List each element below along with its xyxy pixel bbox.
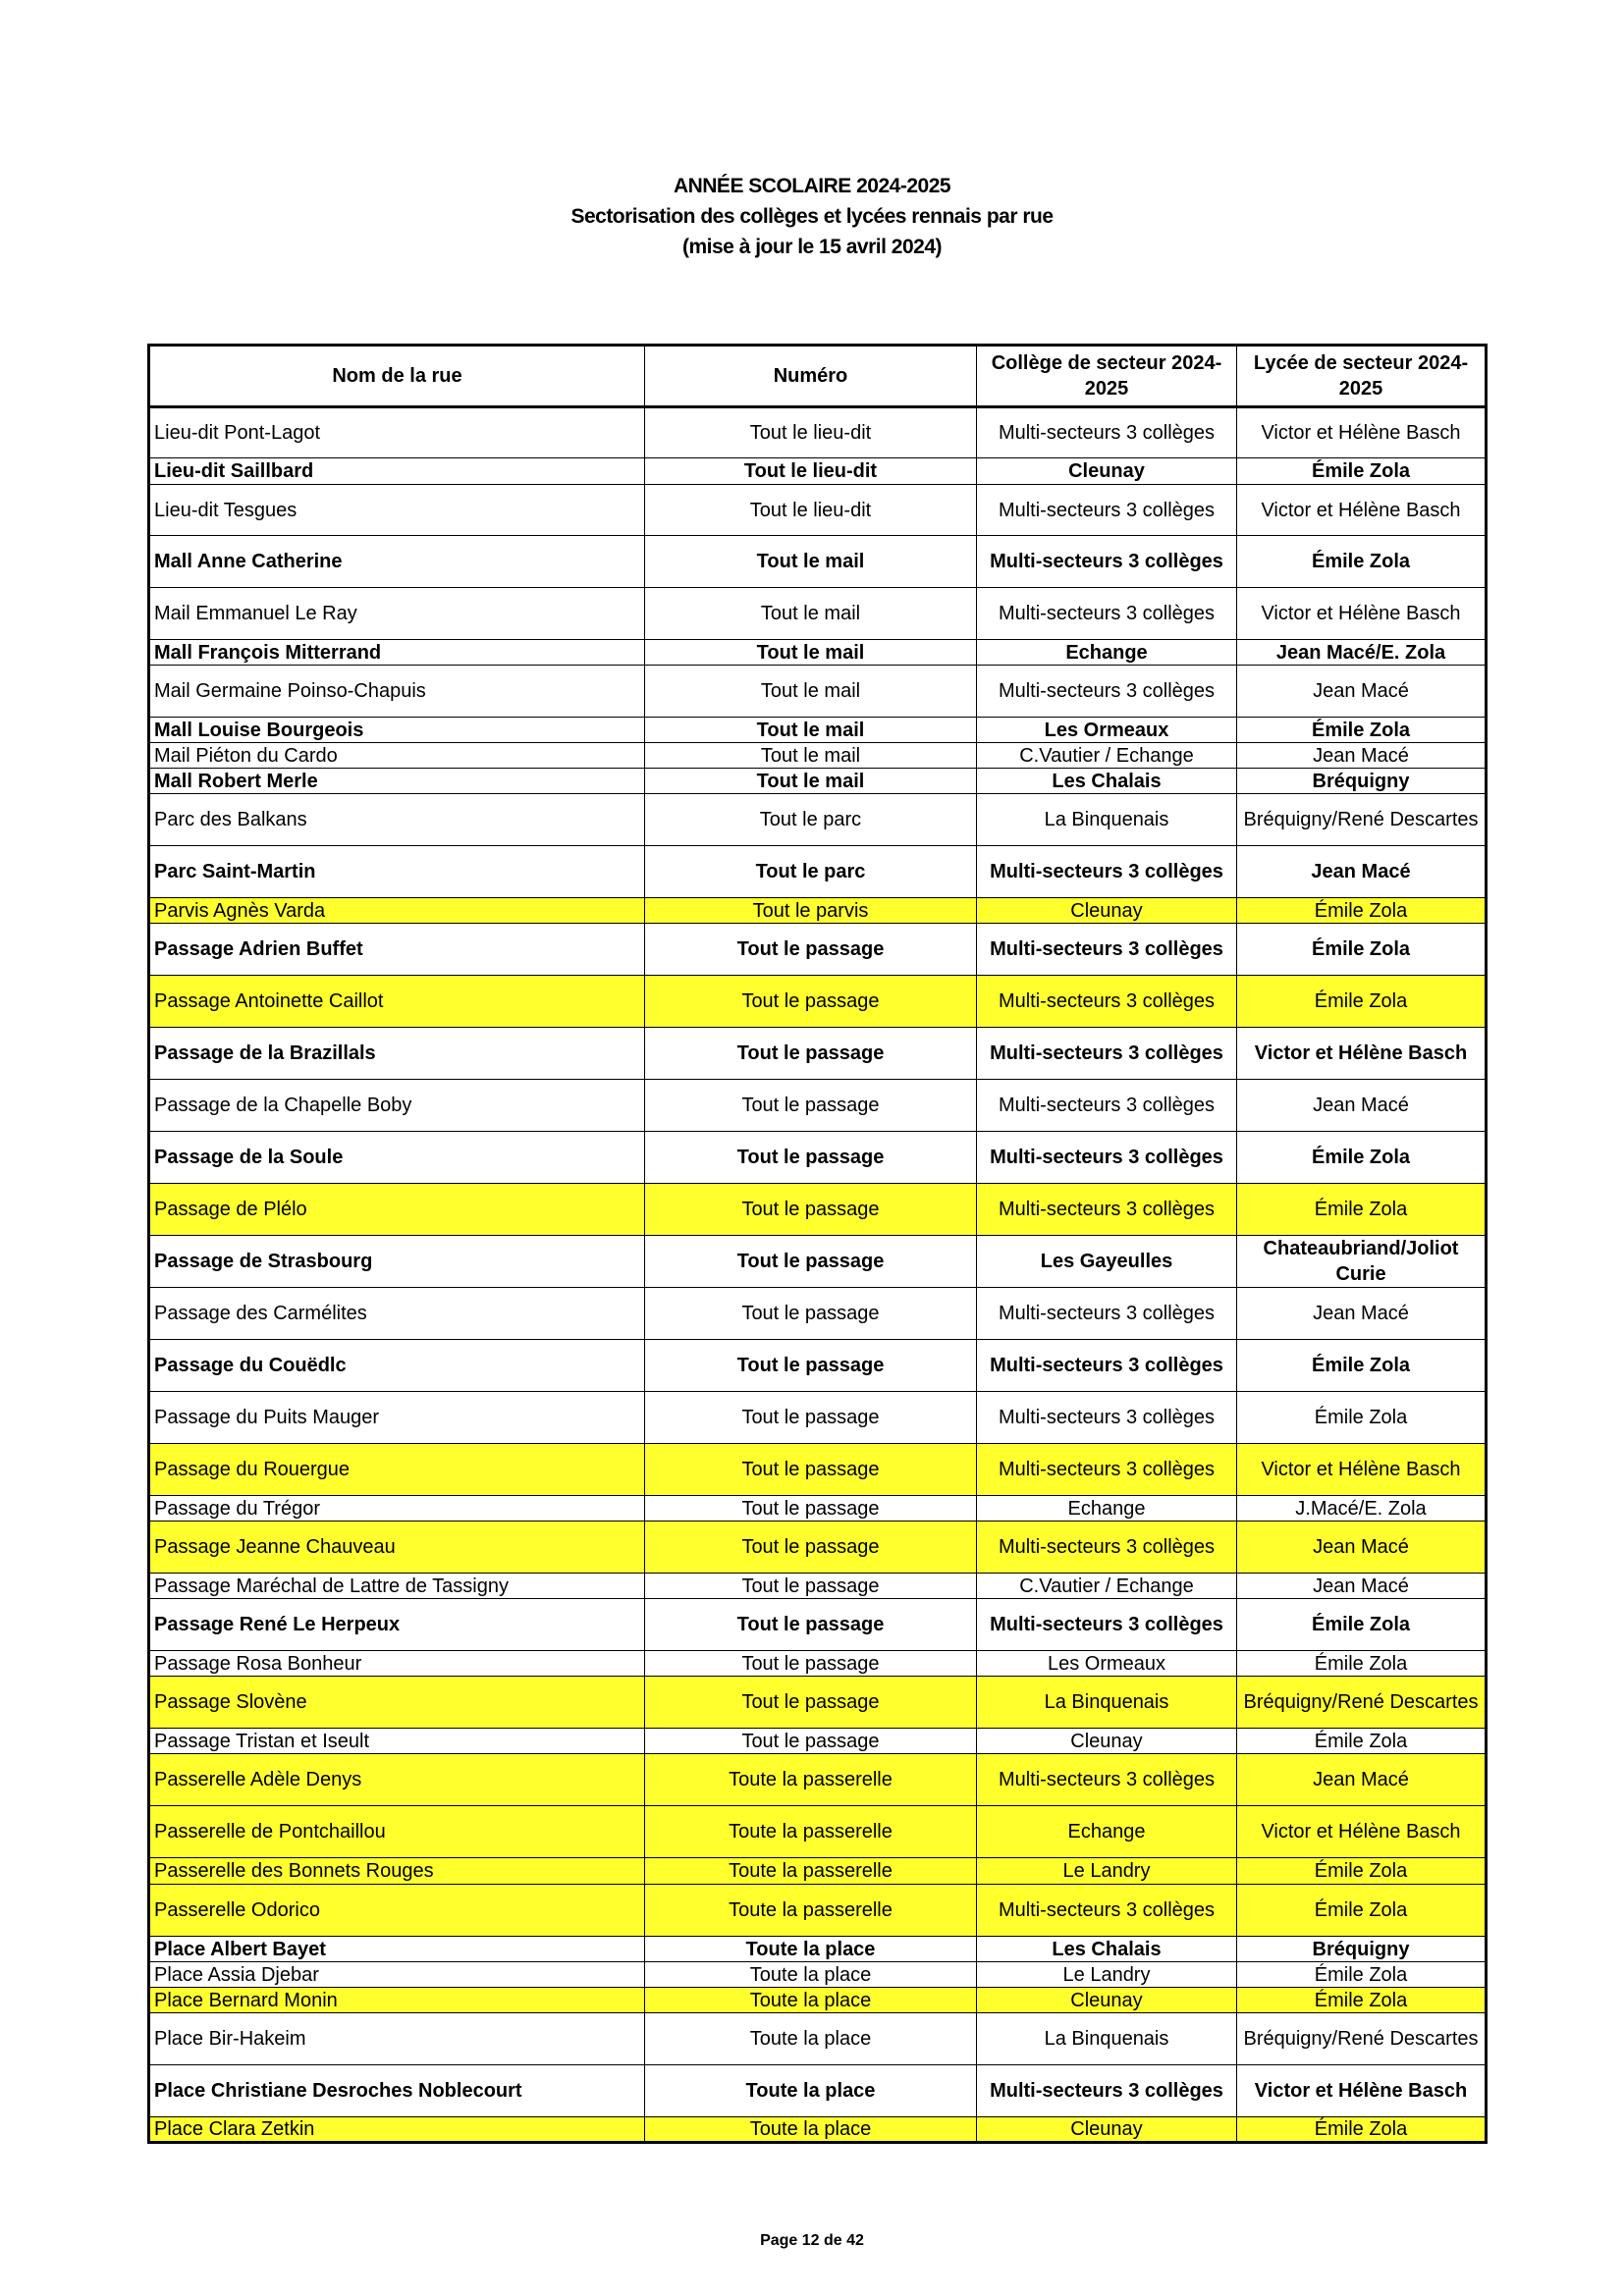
table-row xyxy=(149,1444,1487,1496)
cell-street-name: Mail Germaine Poinso-Chapuis xyxy=(149,666,645,718)
cell-lycee: Émile Zola xyxy=(1237,1599,1487,1651)
table-row xyxy=(149,1028,1487,1080)
table-row xyxy=(149,1651,1487,1677)
table-row xyxy=(149,718,1487,743)
cell-lycee: Émile Zola xyxy=(1237,1132,1487,1184)
cell-street-name: Passage du Puits Mauger xyxy=(149,1392,645,1444)
cell-number: Tout le lieu-dit xyxy=(645,407,977,458)
cell-street-name: Mall Anne Catherine xyxy=(149,536,645,588)
column-header-college: Collège de secteur 2024-2025 xyxy=(977,346,1237,407)
cell-street-name: Passage Jeanne Chauveau xyxy=(149,1522,645,1574)
table-row xyxy=(149,1184,1487,1236)
cell-street-name: Passage Adrien Buffet xyxy=(149,924,645,976)
cell-street-name: Passage Rosa Bonheur xyxy=(149,1651,645,1677)
cell-street-name: Place Clara Zetkin xyxy=(149,2117,645,2143)
table-row xyxy=(149,794,1487,846)
cell-street-name: Passage René Le Herpeux xyxy=(149,1599,645,1651)
cell-lycee: Victor et Hélène Basch xyxy=(1237,407,1487,458)
cell-lycee xyxy=(1237,794,1487,846)
cell-college: Multi-secteurs 3 collèges xyxy=(977,924,1237,976)
cell-street-name: Passage du Rouergue xyxy=(149,1444,645,1496)
cell-number: Tout le mail xyxy=(645,588,977,640)
cell-number: Tout le passage xyxy=(645,1288,977,1340)
cell-college: Le Landry xyxy=(977,1962,1237,1988)
cell-college: Multi-secteurs 3 collèges xyxy=(977,1522,1237,1574)
table-row xyxy=(149,898,1487,924)
cell-number: Tout le mail xyxy=(645,666,977,718)
cell-college: Multi-secteurs 3 collèges xyxy=(977,485,1237,536)
cell-number: Tout le passage xyxy=(645,976,977,1028)
cell-street-name: Passerelle des Bonnets Rouges xyxy=(149,1858,645,1885)
cell-street-name: Mail Emmanuel Le Ray xyxy=(149,588,645,640)
table-row xyxy=(149,846,1487,898)
cell-street-name: Place Bernard Monin xyxy=(149,1988,645,2013)
cell-street-name: Mall François Mitterrand xyxy=(149,640,645,666)
cell-college: Les Ormeaux xyxy=(977,1651,1237,1677)
cell-college: Echange xyxy=(977,640,1237,666)
cell-lycee: Émile Zola xyxy=(1237,536,1487,588)
cell-college: Multi-secteurs 3 collèges xyxy=(977,1340,1237,1392)
cell-lycee: Émile Zola xyxy=(1237,718,1487,743)
table-row xyxy=(149,1754,1487,1806)
cell-street-name: Mall Robert Merle xyxy=(149,769,645,794)
cell-number: Tout le passage xyxy=(645,1599,977,1651)
cell-college: Multi-secteurs 3 collèges xyxy=(977,2065,1237,2117)
cell-lycee: Émile Zola xyxy=(1237,1988,1487,2013)
cell-lycee: Jean Macé/E. Zola xyxy=(1237,640,1487,666)
cell-lycee: Émile Zola xyxy=(1237,976,1487,1028)
cell-lycee: Jean Macé xyxy=(1237,743,1487,769)
cell-number: Tout le passage xyxy=(645,1132,977,1184)
cell-number: Tout le passage xyxy=(645,1236,977,1288)
cell-number: Tout le mail xyxy=(645,536,977,588)
cell-lycee: Émile Zola xyxy=(1237,1858,1487,1885)
cell-college: Echange xyxy=(977,1806,1237,1858)
table-row xyxy=(149,1988,1487,2013)
cell-lycee: Bréquigny xyxy=(1237,1937,1487,1962)
table-row xyxy=(149,2117,1487,2143)
cell-number: Toute la passerelle xyxy=(645,1806,977,1858)
cell-college: Multi-secteurs 3 collèges xyxy=(977,536,1237,588)
cell-number: Tout le lieu-dit xyxy=(645,485,977,536)
table-row xyxy=(149,1496,1487,1522)
column-header-number: Numéro xyxy=(645,346,977,407)
cell-number: Tout le passage xyxy=(645,1496,977,1522)
cell-lycee: Émile Zola xyxy=(1237,1885,1487,1937)
cell-lycee: Jean Macé xyxy=(1237,1522,1487,1574)
cell-number: Tout le passage xyxy=(645,1392,977,1444)
cell-number: Toute la passerelle xyxy=(645,1858,977,1885)
cell-lycee: Victor et Hélène Basch xyxy=(1237,2065,1487,2117)
cell-lycee: Victor et Hélène Basch xyxy=(1237,1028,1487,1080)
cell-number: Tout le mail xyxy=(645,743,977,769)
cell-lycee: Victor et Hélène Basch xyxy=(1237,1444,1487,1496)
cell-number: Tout le lieu-dit xyxy=(645,458,977,485)
cell-number: Toute la place xyxy=(645,1988,977,2013)
table-row xyxy=(149,1937,1487,1962)
cell-lycee xyxy=(1237,1677,1487,1729)
cell-lycee: Émile Zola xyxy=(1237,1392,1487,1444)
cell-number: Tout le passage xyxy=(645,1340,977,1392)
cell-street-name: Place Assia Djebar xyxy=(149,1962,645,1988)
column-header-street: Nom de la rue xyxy=(149,346,645,407)
cell-college: Multi-secteurs 3 collèges xyxy=(977,1885,1237,1937)
cell-street-name: Parc Saint-Martin xyxy=(149,846,645,898)
cell-number: Tout le passage xyxy=(645,1444,977,1496)
cell-lycee-text: Bréquigny/René Descartes xyxy=(1243,1691,1479,1713)
cell-college: Multi-secteurs 3 collèges xyxy=(977,1754,1237,1806)
table-row xyxy=(149,1858,1487,1885)
cell-street-name: Passage Slovène xyxy=(149,1677,645,1729)
school-year-title: ANNÉE SCOLAIRE 2024-2025 xyxy=(673,175,951,197)
cell-college: Multi-secteurs 3 collèges xyxy=(977,666,1237,718)
cell-street-name: Passage du Couëdlc xyxy=(149,1340,645,1392)
update-date: (mise à jour le 15 avril 2024) xyxy=(682,236,942,258)
document-header xyxy=(0,171,1624,262)
table-row xyxy=(149,458,1487,485)
cell-lycee-text: Chateaubriand/Joliot Curie xyxy=(1263,1238,1459,1285)
cell-college: Multi-secteurs 3 collèges xyxy=(977,1080,1237,1132)
cell-street-name: Passage du Trégor xyxy=(149,1496,645,1522)
cell-number: Tout le passage xyxy=(645,1522,977,1574)
table-row xyxy=(149,769,1487,794)
cell-street-name: Passage de la Chapelle Boby xyxy=(149,1080,645,1132)
cell-lycee: Émile Zola xyxy=(1237,1184,1487,1236)
cell-college: Multi-secteurs 3 collèges xyxy=(977,1028,1237,1080)
table-row xyxy=(149,640,1487,666)
cell-lycee xyxy=(1237,1236,1487,1288)
cell-street-name: Passage de la Brazillals xyxy=(149,1028,645,1080)
table-row xyxy=(149,588,1487,640)
cell-number: Tout le mail xyxy=(645,718,977,743)
cell-street-name: Place Albert Bayet xyxy=(149,1937,645,1962)
cell-lycee: Jean Macé xyxy=(1237,1080,1487,1132)
cell-college: Cleunay xyxy=(977,1988,1237,2013)
cell-number: Tout le parc xyxy=(645,794,977,846)
cell-college: Multi-secteurs 3 collèges xyxy=(977,846,1237,898)
table-row xyxy=(149,1729,1487,1754)
table-row xyxy=(149,1392,1487,1444)
column-header-lycee: Lycée de secteur 2024-2025 xyxy=(1237,346,1487,407)
sectorisation-table xyxy=(147,344,1488,2144)
table-body xyxy=(149,407,1487,2143)
cell-number: Tout le passage xyxy=(645,1651,977,1677)
cell-street-name: Parvis Agnès Varda xyxy=(149,898,645,924)
cell-number: Tout le mail xyxy=(645,769,977,794)
table-row xyxy=(149,536,1487,588)
cell-lycee: Émile Zola xyxy=(1237,924,1487,976)
cell-college: Multi-secteurs 3 collèges xyxy=(977,1132,1237,1184)
document-subtitle: Sectorisation des collèges et lycées rennais par rue xyxy=(570,205,1054,228)
table-row xyxy=(149,1522,1487,1574)
cell-street-name: Lieu-dit Saillbard xyxy=(149,458,645,485)
cell-street-name: Place Bir-Hakeim xyxy=(149,2013,645,2065)
table-row xyxy=(149,976,1487,1028)
cell-college: La Binquenais xyxy=(977,2013,1237,2065)
cell-number: Toute la place xyxy=(645,1962,977,1988)
cell-college: C.Vautier / Echange xyxy=(977,1574,1237,1599)
page-number: Page 12 de 42 xyxy=(760,2232,864,2249)
cell-college: Cleunay xyxy=(977,898,1237,924)
cell-number: Tout le passage xyxy=(645,1080,977,1132)
cell-street-name: Passerelle Odorico xyxy=(149,1885,645,1937)
cell-street-name: Passage Tristan et Iseult xyxy=(149,1729,645,1754)
cell-college: Les Chalais xyxy=(977,1937,1237,1962)
table-row xyxy=(149,2065,1487,2117)
cell-number: Toute la place xyxy=(645,2013,977,2065)
cell-college: Multi-secteurs 3 collèges xyxy=(977,1184,1237,1236)
cell-lycee: Émile Zola xyxy=(1237,1651,1487,1677)
table-row xyxy=(149,1574,1487,1599)
cell-street-name: Parc des Balkans xyxy=(149,794,645,846)
cell-street-name: Passage Maréchal de Lattre de Tassigny xyxy=(149,1574,645,1599)
cell-lycee: Émile Zola xyxy=(1237,2117,1487,2143)
cell-lycee: Émile Zola xyxy=(1237,458,1487,485)
cell-college: Les Ormeaux xyxy=(977,718,1237,743)
cell-number: Tout le passage xyxy=(645,1574,977,1599)
cell-street-name: Mall Louise Bourgeois xyxy=(149,718,645,743)
cell-college: Multi-secteurs 3 collèges xyxy=(977,407,1237,458)
cell-lycee: Victor et Hélène Basch xyxy=(1237,485,1487,536)
cell-number: Tout le passage xyxy=(645,1729,977,1754)
cell-lycee xyxy=(1237,2013,1487,2065)
cell-street-name: Place Christiane Desroches Noblecourt xyxy=(149,2065,645,2117)
cell-street-name: Passage des Carmélites xyxy=(149,1288,645,1340)
cell-lycee-text: Bréquigny/René Descartes xyxy=(1243,2028,1479,2050)
cell-number: Tout le passage xyxy=(645,1677,977,1729)
cell-college: La Binquenais xyxy=(977,1677,1237,1729)
cell-lycee: Jean Macé xyxy=(1237,1754,1487,1806)
cell-number: Tout le passage xyxy=(645,1028,977,1080)
cell-number: Toute la place xyxy=(645,2117,977,2143)
table-row xyxy=(149,1599,1487,1651)
cell-street-name: Passage de Strasbourg xyxy=(149,1236,645,1288)
table-row xyxy=(149,2013,1487,2065)
cell-number: Toute la place xyxy=(645,1937,977,1962)
cell-street-name: Mail Piéton du Cardo xyxy=(149,743,645,769)
cell-street-name: Lieu-dit Tesgues xyxy=(149,485,645,536)
cell-street-name: Passage de la Soule xyxy=(149,1132,645,1184)
cell-lycee: Émile Zola xyxy=(1237,1340,1487,1392)
cell-number: Toute la place xyxy=(645,2065,977,2117)
cell-lycee: Jean Macé xyxy=(1237,666,1487,718)
cell-number: Tout le parvis xyxy=(645,898,977,924)
table-row xyxy=(149,1340,1487,1392)
cell-street-name: Passage Antoinette Caillot xyxy=(149,976,645,1028)
cell-number: Toute la passerelle xyxy=(645,1885,977,1937)
cell-college: Cleunay xyxy=(977,1729,1237,1754)
table-row xyxy=(149,1288,1487,1340)
cell-street-name: Lieu-dit Pont-Lagot xyxy=(149,407,645,458)
table-row xyxy=(149,666,1487,718)
table-row xyxy=(149,1677,1487,1729)
cell-lycee: Émile Zola xyxy=(1237,1962,1487,1988)
table-row xyxy=(149,924,1487,976)
cell-number: Tout le mail xyxy=(645,640,977,666)
cell-college: Multi-secteurs 3 collèges xyxy=(977,1392,1237,1444)
cell-college: La Binquenais xyxy=(977,794,1237,846)
cell-college: Multi-secteurs 3 collèges xyxy=(977,1288,1237,1340)
cell-college: Cleunay xyxy=(977,458,1237,485)
cell-street-name: Passerelle de Pontchaillou xyxy=(149,1806,645,1858)
table-header-row xyxy=(149,346,1487,407)
cell-college: Multi-secteurs 3 collèges xyxy=(977,1444,1237,1496)
cell-college: Multi-secteurs 3 collèges xyxy=(977,1599,1237,1651)
cell-street-name: Passage de Plélo xyxy=(149,1184,645,1236)
table-row xyxy=(149,1132,1487,1184)
cell-college: Multi-secteurs 3 collèges xyxy=(977,976,1237,1028)
cell-lycee-text: Bréquigny/René Descartes xyxy=(1243,809,1479,830)
cell-lycee: Émile Zola xyxy=(1237,898,1487,924)
table-row xyxy=(149,1080,1487,1132)
cell-number: Tout le parc xyxy=(645,846,977,898)
cell-lycee: Bréquigny xyxy=(1237,769,1487,794)
cell-street-name: Passerelle Adèle Denys xyxy=(149,1754,645,1806)
cell-lycee: Victor et Hélène Basch xyxy=(1237,588,1487,640)
cell-number: Tout le passage xyxy=(645,1184,977,1236)
cell-lycee: Victor et Hélène Basch xyxy=(1237,1806,1487,1858)
table-row xyxy=(149,1236,1487,1288)
cell-college: Cleunay xyxy=(977,2117,1237,2143)
cell-lycee: J.Macé/E. Zola xyxy=(1237,1496,1487,1522)
table-row xyxy=(149,743,1487,769)
cell-lycee: Jean Macé xyxy=(1237,1574,1487,1599)
table-row xyxy=(149,1962,1487,1988)
cell-lycee: Jean Macé xyxy=(1237,846,1487,898)
cell-college: Le Landry xyxy=(977,1858,1237,1885)
cell-college: Les Chalais xyxy=(977,769,1237,794)
table-row xyxy=(149,1806,1487,1858)
cell-college: C.Vautier / Echange xyxy=(977,743,1237,769)
cell-number: Toute la passerelle xyxy=(645,1754,977,1806)
table-row xyxy=(149,407,1487,458)
table-row xyxy=(149,485,1487,536)
cell-college: Echange xyxy=(977,1496,1237,1522)
cell-lycee: Jean Macé xyxy=(1237,1288,1487,1340)
table-row xyxy=(149,1885,1487,1937)
cell-lycee: Émile Zola xyxy=(1237,1729,1487,1754)
cell-college: Les Gayeulles xyxy=(977,1236,1237,1288)
cell-number: Tout le passage xyxy=(645,924,977,976)
cell-college: Multi-secteurs 3 collèges xyxy=(977,588,1237,640)
